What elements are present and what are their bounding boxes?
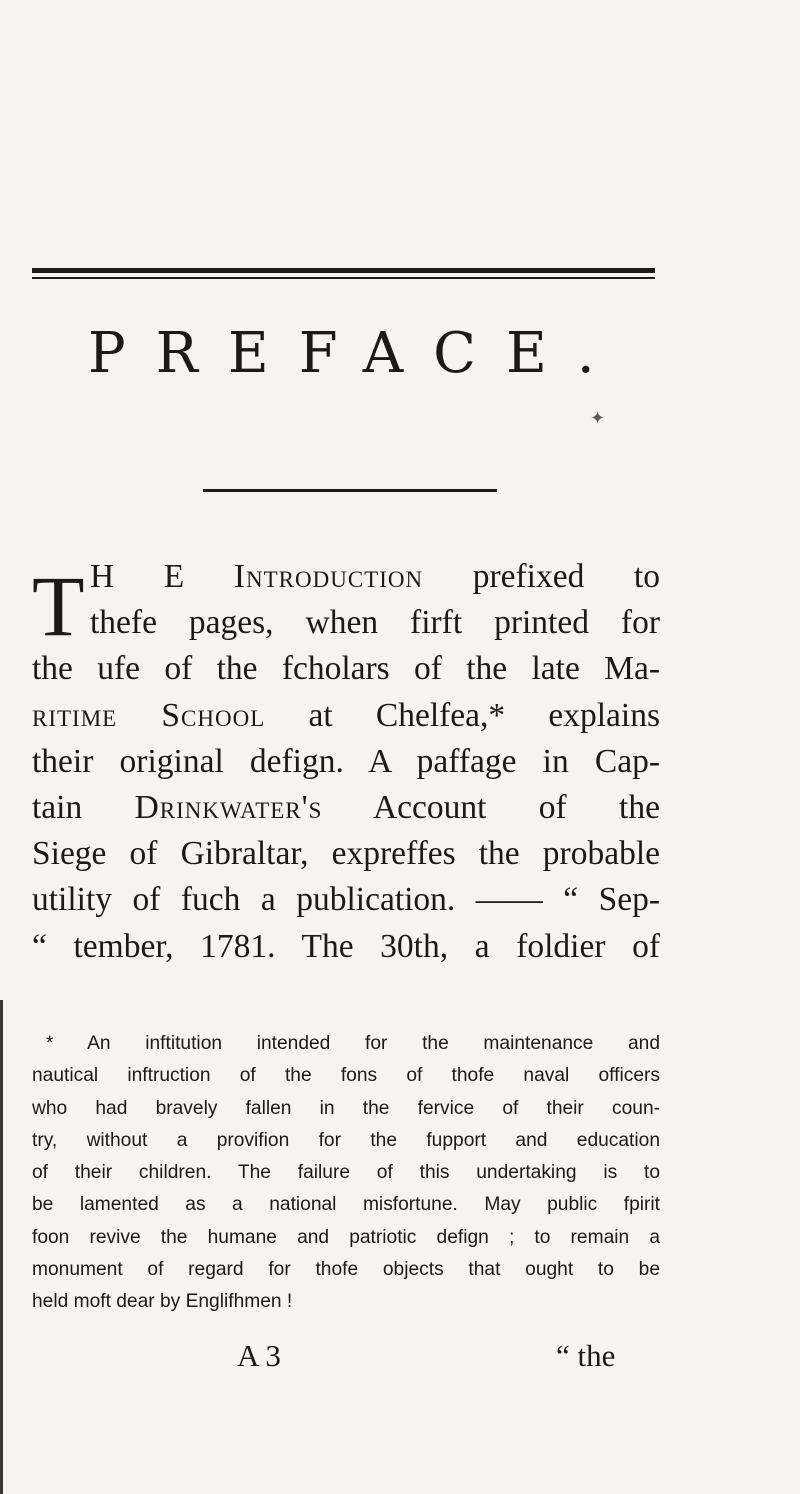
text-line: their original defign. A paffage in Cap- — [32, 742, 660, 780]
footnote — [32, 1028, 660, 1319]
signature-mark: A 3 — [237, 1338, 281, 1373]
footnote-line: of their children. The failure of this undertaking is to — [32, 1162, 660, 1184]
title-rule — [203, 489, 497, 492]
page-title: PREFACE. — [88, 321, 625, 386]
text-line: tain Drinkwater's Account of the — [32, 789, 660, 827]
main-paragraph — [32, 554, 660, 970]
footnote-line: monument of regard for thofe objects that ought to be — [32, 1259, 660, 1281]
footnote-line: try, without a provifion for the fupport and education — [32, 1129, 660, 1151]
text-line: utility of fuch a publication. —— “ Sep- — [32, 881, 660, 919]
text-line: H E Introduction prefixed to — [90, 558, 660, 595]
drop-cap: T — [32, 558, 85, 654]
footnote-line: nautical inftruction of the fons of thofe naval officers — [32, 1065, 660, 1087]
page-edge-shadow — [0, 1000, 3, 1494]
footnote-line: * An inftitution intended for the maintenance and — [46, 1033, 660, 1054]
footnote-line: foon revive the humane and patriotic defign ; to remain a — [32, 1226, 660, 1248]
header-rule-thick — [32, 268, 655, 273]
footnote-line: who had bravely fallen in the fervice of their coun- — [32, 1097, 660, 1119]
text-line: ritime School at Chelfea,* explains — [32, 696, 661, 734]
text-line: “ tember, 1781. The 30th, a foldier of — [32, 927, 660, 965]
text-line: thefe pages, when firft printed for — [90, 604, 660, 642]
text-line: the ufe of the fcholars of the late Ma- — [32, 650, 660, 688]
footnote-line: held moft dear by Englifhmen ! — [32, 1291, 293, 1313]
catchword: “ the — [556, 1338, 616, 1373]
text-line: Siege of Gibraltar, expreffes the probable — [32, 835, 660, 873]
ink-mark: ✦ — [590, 408, 606, 429]
footnote-line: be lamented as a national misfortune. May public fpirit — [32, 1194, 660, 1216]
header-rule-thin — [32, 277, 655, 279]
